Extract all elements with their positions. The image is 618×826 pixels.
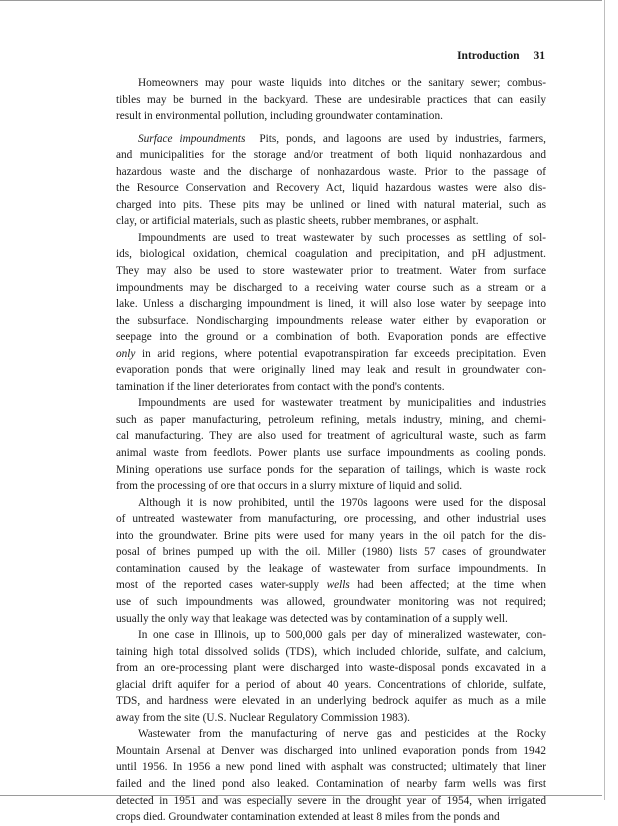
text-line: until 1956. In 1956 a new pond lined with asphalt was constructed; ultimately that liner: [116, 761, 546, 774]
emphasis: wells: [326, 579, 350, 592]
text-line: only in arid regions, where potential evapotranspiration far exceeds precipitation. Even: [116, 347, 546, 360]
text-line: Mining operations use surface ponds for the separation of tailings, which is waste rock: [116, 463, 546, 476]
text-line: crops died. Groundwater contamination extended at least 8 miles from the ponds and: [116, 811, 500, 824]
chapter-title: Introduction: [457, 50, 520, 62]
paragraph: [116, 395, 546, 494]
text-line: Although it is now prohibited, until the 1970s lagoons were used for the disposal: [138, 496, 546, 509]
text-line: detected in 1951 and was especially severe in the drought year of 1954, when irrigated: [116, 794, 546, 807]
text-line: of untreated wastewater from manufacturing, ore processing, and other industrial uses: [116, 513, 546, 526]
text-line: In one case in Illinois, up to 500,000 gals per day of mineralized wastewater, con-: [138, 629, 546, 642]
text-line: Wastewater from the manufacturing of nerve gas and pesticides at the Rocky: [138, 728, 546, 741]
text-line: and municipalities for the storage and/or treatment of both liquid nonhazardous and: [116, 149, 546, 162]
text-line: from an ore-processing plant were discharged into waste-disposal ponds excavated in a: [116, 662, 546, 675]
text-line: into the groundwater. Brine pits were used for many years in the oil patch for the dis-: [116, 529, 546, 542]
text-line: They may also be used to store wastewater prior to treatment. Water from surface: [116, 265, 546, 278]
text-line: Impoundments are used to treat wastewater by such processes as settling of sol-: [138, 231, 546, 244]
text-line: lake. Unless a discharging impoundment is lined, it will also lose water by seepage into: [116, 298, 546, 311]
text-line: failed and the lined pond also leaked. Contamination of nearby farm wells was first: [116, 777, 546, 790]
text-line: use of such impoundments was allowed, groundwater monitoring was not required;: [116, 595, 546, 608]
text-line: clay, or artificial materials, such as plastic sheets, rubber membranes, or asphalt.: [116, 215, 479, 228]
text-line: result in environmental pollution, including groundwater contamination.: [116, 110, 443, 123]
text-line: ids, biological oxidation, chemical coagulation and precipitation, and pH adjustment.: [116, 248, 546, 261]
text-line: posal of brines pumped up with the oil. Miller (1980) lists 57 cases of groundwater: [116, 546, 546, 559]
paragraph: [116, 726, 546, 825]
text-line: evaporation ponds that were originally lined may leak and result in groundwater con-: [116, 364, 546, 377]
text-line: tibles may be burned in the backyard. These are undesirable practices that can easily: [116, 93, 546, 106]
text-line: Homeowners may pour waste liquids into ditches or the sanitary sewer; combus-: [138, 77, 546, 89]
paragraph: [116, 230, 546, 395]
text-line: glacial drift aquifer for a period of about 40 years. Concentrations of chloride, sulfate,: [116, 678, 546, 691]
text-line: animal waste from feedlots. Power plants use surface impoundments as cooling ponds.: [116, 447, 546, 460]
text-line: contamination caused by the leakage of wastewater from surface impoundments. In: [116, 562, 546, 575]
right-page-edge: [604, 0, 605, 800]
text-line: the Resource Conservation and Recovery Act, liquid hazardous wastes were also dis-: [116, 182, 546, 195]
top-rule: [0, 0, 602, 1]
text-line: most of the reported cases water-supply wells had been affected; at the time when: [116, 579, 546, 592]
running-header: [380, 50, 545, 62]
text-line: usually the only way that leakage was detected was by contamination of a supply well.: [116, 612, 508, 625]
text-line: [116, 131, 546, 148]
text-line: from the processing of ore that occurs in a slurry mixture of liquid and solid.: [116, 480, 463, 493]
text-line: seepage into the ground or a combination of both. Evaporation ponds are effective: [116, 331, 546, 344]
paragraph: [116, 75, 546, 125]
paragraph: [116, 627, 546, 726]
text-line: Impoundments are used for wastewater treatment by municipalities and industries: [138, 397, 546, 410]
text-line: TDS, and hardness were elevated in an underlying bedrock aquifer as much as a mile: [116, 695, 546, 708]
paragraph: [116, 495, 546, 627]
text-line: the subsurface. Nondischarging impoundments release water either by evaporation or: [116, 314, 546, 327]
text-line: hazardous waste and the discharge of nonhazardous waste. Prior to the passage of: [116, 165, 546, 178]
line-text: Pits, ponds, and lagoons are used by industries, farmers,: [259, 132, 546, 145]
paragraph: [116, 131, 546, 230]
section-heading: Surface impoundments: [138, 132, 246, 145]
text-line: Mountain Arsenal at Denver was discharged into unlined evaporation ponds from 1942: [116, 744, 546, 757]
emphasis: only: [116, 347, 136, 360]
text-line: charged into pits. These pits may be unlined or lined with natural material, such as: [116, 198, 546, 211]
text-line: impoundments may be discharged to a receiving water course such as a stream or a: [116, 281, 546, 294]
body-text: [116, 75, 546, 826]
page-number: 31: [533, 50, 545, 62]
text-line: such as paper manufacturing, petroleum refining, metals industry, mining, and chemi-: [116, 413, 546, 426]
text-line: cal manufacturing. They are also used for treatment of agricultural waste, such as farm: [116, 430, 546, 443]
text-line: away from the site (U.S. Nuclear Regulatory Commission 1983).: [116, 711, 410, 724]
text-line: tamination if the liner deteriorates from contact with the pond's contents.: [116, 380, 445, 393]
text-line: taining high total dissolved solids (TDS), which included chloride, sulfate, and calcium,: [116, 645, 546, 658]
